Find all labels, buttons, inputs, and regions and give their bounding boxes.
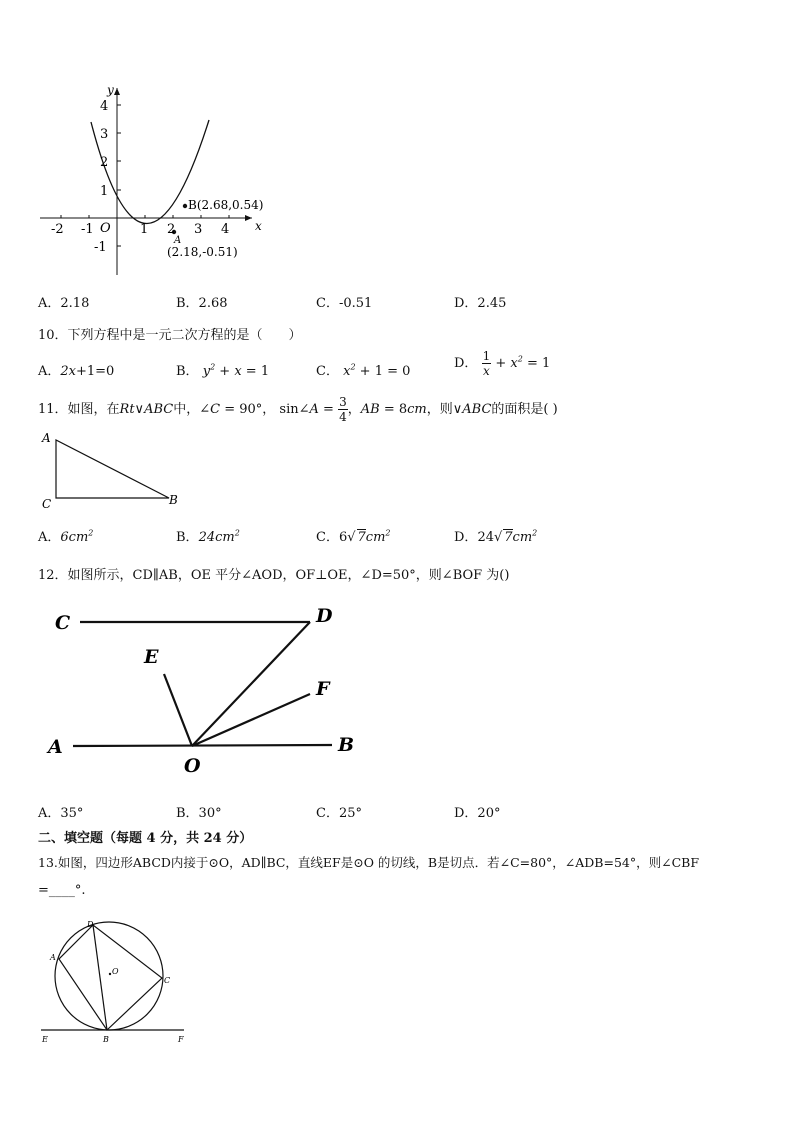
x-tick-label: 3 — [194, 222, 203, 237]
x-tick-label: -2 — [51, 222, 64, 237]
origin-label: O — [100, 221, 111, 236]
point-b-label: B(2.68,0.54) — [188, 198, 264, 212]
option-letter: C． — [316, 364, 339, 379]
option-formula: $y^2 + x$ — [202, 362, 242, 379]
point-f-label: F — [316, 678, 330, 700]
point-c-label: C — [164, 976, 171, 985]
q11-option-c[interactable]: C．6√ $7cm^2$ — [316, 528, 391, 545]
q9-option-a[interactable]: A．2.18 — [38, 296, 90, 311]
x-tick-label: 1 — [140, 222, 149, 237]
q11-option-b[interactable]: B．$24cm^2$ — [176, 528, 240, 545]
option-formula: 2x — [60, 364, 76, 379]
point-a-letter: A — [174, 235, 182, 246]
circle-figure — [36, 918, 196, 1046]
option-letter: A． — [38, 364, 61, 379]
option-letter: A． — [38, 530, 61, 545]
point-f-label: F — [178, 1035, 184, 1044]
option-letter: B． — [176, 364, 199, 379]
y-axis-label: y — [107, 83, 114, 97]
q9-option-b[interactable]: B．2.68 — [176, 296, 228, 311]
vertex-c-label: C — [42, 497, 52, 511]
point-e-label: E — [144, 646, 159, 668]
point-d-label: D — [87, 920, 94, 929]
y-tick-label: 3 — [100, 127, 109, 142]
point-c-label: C — [55, 612, 71, 634]
y-tick-label: 4 — [100, 99, 109, 114]
option-formula: $x^2$ — [343, 362, 356, 379]
y-tick-label: 2 — [100, 155, 109, 170]
option-letter: C． — [316, 530, 339, 545]
q12-option-d[interactable]: D．20° — [454, 806, 501, 821]
q11-stem: 11．如图，在Rt∨ABC中，∠C = 90°， sin∠A = $\frac{3}{4}$ ，AB = 8cm，则∨ABC的面积是( ) — [38, 395, 558, 424]
option-letter: D． — [454, 356, 478, 371]
q10-option-b[interactable]: B． $y^2 + x = 1$ — [176, 362, 270, 379]
point-b-label: B — [103, 1035, 109, 1044]
angle-figure — [40, 598, 380, 780]
q10-stem: 10．下列方程中是一元二次方程的是（ ） — [38, 328, 302, 343]
q12-option-c[interactable]: C．25° — [316, 806, 362, 821]
x-tick-label: 2 — [167, 222, 176, 237]
point-o-label: O — [112, 967, 119, 976]
triangle-figure — [36, 428, 186, 512]
q11-option-d[interactable]: D．24√ $7cm^2$ — [454, 528, 538, 545]
section-title: 二、填空题（每题 4 分，共 24 分） — [38, 831, 253, 846]
vertex-a-label: A — [42, 431, 51, 445]
point-e-label: E — [42, 1035, 48, 1044]
q13-line2: =____°. — [38, 883, 86, 898]
point-b-label: B — [338, 734, 355, 756]
q12-stem: 12．如图所示，CD∥AB，OE 平分∠AOD，OF⊥OE，∠D=50°，则∠BOF 为() — [38, 568, 510, 583]
q10-option-c[interactable]: C． $x^2 + 1 = 0$ — [316, 362, 411, 379]
y-tick-label: -1 — [94, 240, 107, 255]
fraction: $\frac{1}{x}$ — [482, 349, 491, 378]
option-letter: B． — [176, 530, 199, 545]
q12-option-a[interactable]: A．35° — [38, 806, 84, 821]
point-a-coords: (2.18,-0.51) — [167, 245, 238, 259]
vertex-b-label: B — [169, 493, 178, 507]
q9-option-d[interactable]: D．2.45 — [454, 296, 507, 311]
point-a-label: A — [50, 953, 56, 962]
x-tick-label: -1 — [81, 222, 94, 237]
q9-option-c[interactable]: C．-0.51 — [316, 296, 373, 311]
q11-option-a[interactable]: A．$6cm^2$ — [38, 528, 94, 545]
q10-option-a[interactable]: A．2x+1=0 — [38, 364, 115, 379]
point-o-label: O — [184, 755, 201, 777]
q10-option-d[interactable]: D． $\frac{1}{x}$ + $x^2 = 1$ — [454, 349, 551, 378]
point-a-label: A — [48, 736, 63, 758]
option-letter: D． — [454, 530, 478, 545]
y-tick-label: 1 — [100, 184, 109, 199]
q12-option-b[interactable]: B．30° — [176, 806, 222, 821]
x-tick-label: 4 — [221, 222, 230, 237]
x-axis-label: x — [255, 219, 262, 233]
parabola-graph — [30, 80, 290, 280]
point-d-label: D — [316, 605, 333, 627]
q13-line1: 13.如图，四边形ABCD内接于⊙O，AD∥BC，直线EF是⊙O 的切线，B是切点．若∠C=80°，∠ADB=54°，则∠CBF — [38, 855, 700, 870]
